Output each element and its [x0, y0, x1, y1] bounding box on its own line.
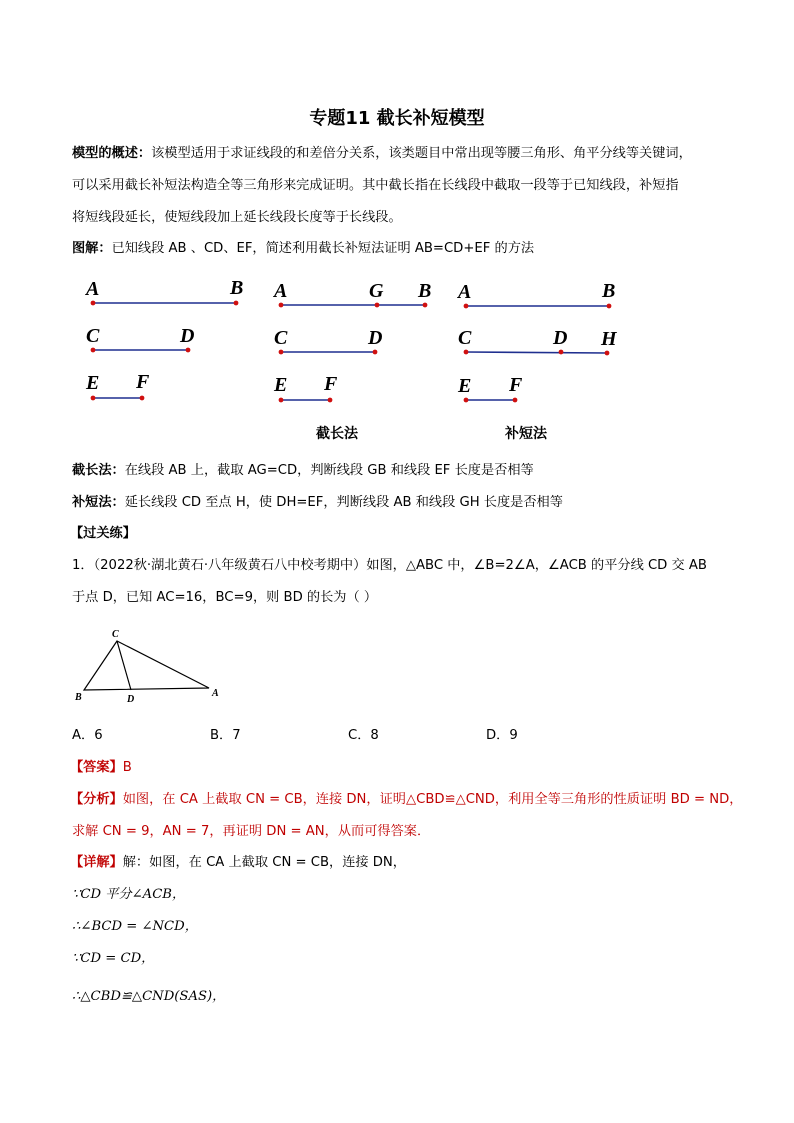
- triangle-figure: [84, 641, 209, 690]
- point-g-2: [375, 303, 380, 308]
- option-c: C．8: [348, 728, 379, 743]
- label-e-1: E: [86, 372, 100, 394]
- label-c-2: C: [274, 327, 288, 349]
- label-h-3: H: [601, 328, 617, 350]
- detail-label: 【详解】: [70, 855, 123, 870]
- point-f-2: [328, 398, 333, 403]
- option-a: A．6: [72, 728, 103, 743]
- label-a-1: A: [86, 278, 100, 300]
- point-a-2: [279, 303, 284, 308]
- tri-label-b: B: [75, 692, 82, 703]
- diagram-intro-label: 图解：: [72, 241, 112, 256]
- analysis-line-1: [70, 786, 742, 814]
- method-fill-short: [72, 489, 563, 517]
- label-f-2: F: [324, 373, 338, 395]
- question-line-2: 于点 D，已知 AC=16，BC=9，则 BD 的长为（ ）: [72, 590, 378, 605]
- method-cut-long-text: 在线段 AB 上，截取 AG=CD，判断线段 GB 和线段 EF 长度是否相等: [124, 463, 534, 478]
- tri-label-a: A: [212, 688, 219, 699]
- point-e-1: [91, 396, 96, 401]
- option-d: D．9: [486, 728, 518, 743]
- overview-line-3: 将短线段延长，使短线段加上延长线段长度等于长线段。: [72, 210, 402, 225]
- label-e-2: E: [274, 374, 288, 396]
- diagram-intro-text: 已知线段 AB 、CD、EF，简述利用截长补短法证明 AB=CD+EF 的方法: [111, 241, 535, 256]
- label-g-2: G: [369, 280, 384, 302]
- point-d-3: [559, 350, 564, 355]
- practice-header: 【过关练】: [70, 526, 136, 541]
- analysis-line-2: 求解 CN = 9，AN = 7，再证明 DN = AN，从而可得答案．: [72, 824, 431, 839]
- label-e-3: E: [458, 375, 472, 397]
- bisector-cd: [117, 641, 131, 690]
- method-cut-long-label: 截长法：: [72, 463, 125, 478]
- detail-text-1: 解：如图，在 CA 上截取 CN = CB，连接 DN，: [122, 855, 406, 870]
- answer-value: B: [122, 760, 132, 775]
- label-f-3: F: [509, 374, 523, 396]
- point-c-2: [279, 350, 284, 355]
- overview-line-2: 可以采用截长补短法构造全等三角形来完成证明。其中截长指在长线段中截取一段等于已知线段，补短指: [72, 178, 679, 193]
- overview-text-1: 该模型适用于求证线段的和差倍分关系，该类题目中常出现等腰三角形、角平分线等关键词，: [151, 146, 692, 161]
- detail-step-1: ∵CD 平分∠ACB，: [72, 887, 186, 902]
- label-d-1: D: [180, 325, 195, 347]
- label-c-3: C: [458, 327, 472, 349]
- detail-step-3: ∵CD = CD，: [72, 951, 155, 966]
- point-b-1: [234, 301, 239, 306]
- label-d-2: D: [368, 327, 383, 349]
- option-b: B．7: [210, 728, 241, 743]
- point-b-2: [423, 303, 428, 308]
- label-b-3: B: [602, 280, 616, 302]
- caption-fill-short: 补短法: [505, 426, 547, 442]
- answer-line: [70, 754, 132, 782]
- analysis-text-1: 如图，在 CA 上截取 CN = CB，连接 DN，证明△CBD≌△CND，利用全等三角形的性质证明 BD = ND，: [122, 792, 743, 807]
- label-f-1: F: [136, 371, 150, 393]
- caption-cut-long: 截长法: [316, 426, 358, 442]
- detail-line-1: [70, 849, 406, 877]
- label-d-3: D: [553, 327, 568, 349]
- point-c-1: [91, 348, 96, 353]
- point-e-2: [279, 398, 284, 403]
- question-line-1: 1．（2022秋·湖北黄石·八年级黄石八中校考期中）如图，△ABC 中，∠B=2∠A，∠ACB 的平分线 CD 交 AB: [72, 558, 707, 573]
- point-c-3: [464, 350, 469, 355]
- method-cut-long: [72, 457, 534, 485]
- point-f-3: [513, 398, 518, 403]
- segment-ch-3: [466, 352, 607, 353]
- page-title: 专题11 截长补短模型: [309, 108, 485, 129]
- label-b-2: B: [418, 280, 432, 302]
- point-a-3: [464, 304, 469, 309]
- point-a-1: [91, 301, 96, 306]
- tri-label-d: D: [127, 694, 135, 705]
- method-fill-short-label: 补短法：: [72, 495, 125, 510]
- point-d-1: [186, 348, 191, 353]
- point-h-3: [605, 351, 610, 356]
- label-a-2: A: [274, 280, 288, 302]
- method-fill-short-text: 延长线段 CD 至点 H，使 DH=EF，判断线段 AB 和线段 GH 长度是否相等: [124, 495, 563, 510]
- label-c-1: C: [86, 325, 100, 347]
- label-a-3: A: [458, 281, 472, 303]
- label-b-1: B: [230, 277, 244, 299]
- point-b-3: [607, 304, 612, 309]
- overview-label: 模型的概述：: [72, 146, 152, 161]
- detail-step-2: ∴∠BCD = ∠NCD，: [72, 919, 198, 934]
- point-f-1: [140, 396, 145, 401]
- analysis-label: 【分析】: [70, 792, 123, 807]
- point-d-2: [373, 350, 378, 355]
- tri-label-c: C: [112, 629, 119, 640]
- point-e-3: [464, 398, 469, 403]
- triangle-abc: [84, 641, 209, 690]
- detail-step-4: ∴△CBD≌△CND(SAS)，: [72, 989, 226, 1004]
- answer-label: 【答案】: [70, 760, 123, 775]
